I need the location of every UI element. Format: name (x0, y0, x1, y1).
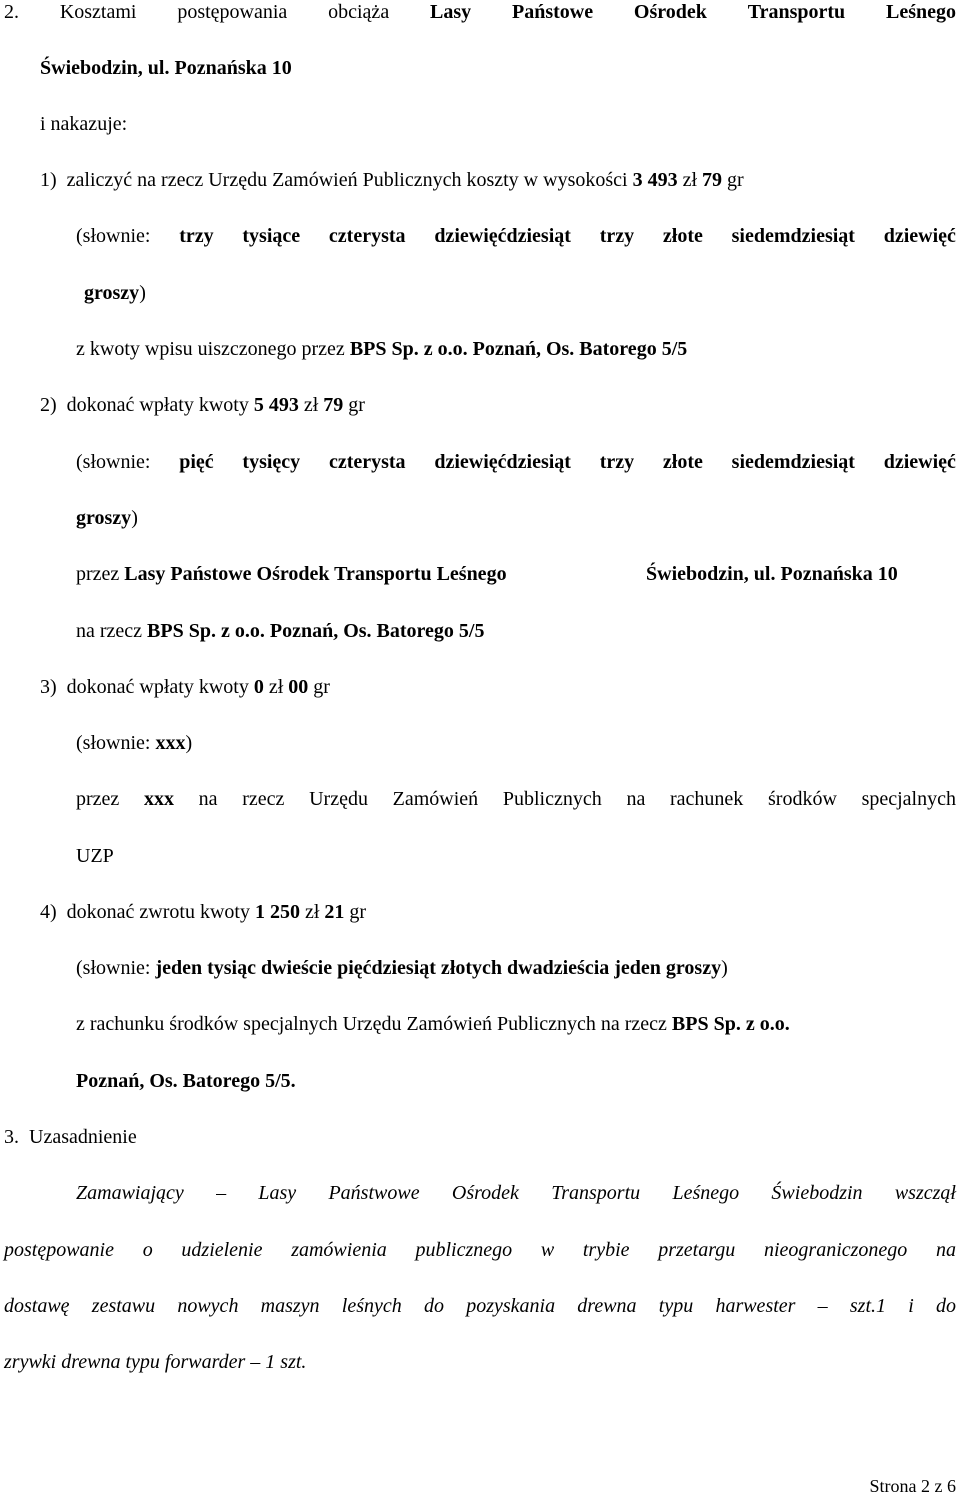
section3-heading (4, 1125, 137, 1149)
party-word: Leśnego (885, 1, 956, 23)
item2-payer: Lasy Państowe Ośrodek Transportu Leśnego (124, 563, 507, 585)
item4-amount: 1 250 (254, 901, 300, 923)
item1-grosze: 79 (702, 169, 723, 191)
item3-grosze: 00 (288, 676, 309, 698)
item2-words-line: (słownie: pięć tysięcy czterysta dziewięćdziesiąt trzy złote siedemdziesiąt dziewięć (76, 451, 956, 473)
section2-number: 2. (4, 1, 19, 23)
intro-word: postępowania (177, 1, 288, 23)
item3-number: 3) (40, 676, 57, 698)
intro-word: Kosztami (59, 1, 137, 23)
item2-amount: 5 493 (253, 394, 299, 416)
justification-line-4: zrywki drewna typu forwarder – 1 szt. (4, 1351, 307, 1373)
item3-destination-line: przez xxx na rzecz Urzędu Zamówień Publicznych na rachunek środków specjalnych (76, 788, 956, 810)
item1-line: 1) zaliczyć na rzecz Urzędu Zamówień Publicznych koszty w wysokości 3 493 zł 79 gr (40, 169, 744, 191)
item4-source-line: z rachunku środków specjalnych Urzędu Zamówień Publicznych na rzecz BPS Sp. z o.o. (76, 1013, 790, 1035)
item2-payer-address: Świebodzin, ul. Poznańska 10 (646, 563, 898, 585)
item4-number: 4) (40, 901, 57, 923)
party-word: Lasy (430, 1, 472, 23)
item1-number: 1) (40, 169, 57, 191)
item4-grosze: 21 (324, 901, 345, 923)
item3-words-line: (słownie: xxx) (76, 732, 193, 754)
item4-words-line: (słownie: jeden tysiąc dwieście pięćdziesiąt złotych dwadzieścia jeden groszy) (76, 957, 728, 979)
item1-words-line2: groszy) (84, 282, 146, 304)
party-word: Transportu (747, 1, 846, 23)
justification-line-2: postępowanie o udzielenie zamówienia publicznego w trybie przetargu nieograniczonego na (4, 1239, 956, 1261)
item4-recipient-line2: Poznań, Os. Batorego 5/5. (76, 1070, 296, 1092)
justification-line-1: Zamawiający – Lasy Państwowe Ośrodek Transportu Leśnego Świebodzin wszczął (76, 1182, 956, 1204)
item2-grosze: 79 (323, 394, 344, 416)
item2-words-line2: groszy) (76, 507, 138, 529)
item2-number: 2) (40, 394, 57, 416)
section2-intro-line (4, 0, 956, 24)
section3-title: Uzasadnienie (29, 1126, 137, 1148)
item1-payer: BPS Sp. z o.o. Poznań, Os. Batorego 5/5 (349, 338, 688, 360)
item3-payer: xxx (143, 788, 174, 810)
item3-amount: 0 (253, 676, 264, 698)
item1-amount: 3 493 (632, 169, 678, 191)
section3-number: 3. (4, 1126, 19, 1148)
item2-recipient-line: na rzecz BPS Sp. z o.o. Poznań, Os. Batorego 5/5 (76, 620, 485, 642)
item1-source-line: z kwoty wpisu uiszczonego przez BPS Sp. z o.o. Poznań, Os. Batorego 5/5 (76, 338, 688, 360)
item3-line: 3) dokonać wpłaty kwoty 0 zł 00 gr (40, 676, 330, 698)
item1-words-line: (słownie: trzy tysiące czterysta dziewięćdziesiąt trzy złote siedemdziesiąt dziewięć (76, 225, 956, 247)
party-address: Świebodzin, ul. Poznańska 10 (40, 57, 292, 79)
item2-payer-line: przez Lasy Państowe Ośrodek Transportu Leśnego (76, 563, 507, 585)
page-number: Strona 2 z 6 (869, 1476, 956, 1496)
justification-line-3: dostawę zestawu nowych maszyn leśnych do pozyskania drewna typu harwester – szt.1 i do (4, 1295, 956, 1317)
item4-recipient: BPS Sp. z o.o. (671, 1013, 790, 1035)
party-word: Ośrodek (633, 1, 707, 23)
item2-recipient: BPS Sp. z o.o. Poznań, Os. Batorego 5/5 (147, 620, 485, 642)
party-word: Państowe (511, 1, 594, 23)
orders-text: i nakazuje: (40, 113, 128, 135)
item3-destination-line2: UZP (76, 845, 114, 867)
intro-word: obciąża (328, 1, 390, 23)
item2-line: 2) dokonać wpłaty kwoty 5 493 zł 79 gr (40, 394, 365, 416)
item4-line: 4) dokonać zwrotu kwoty 1 250 zł 21 gr (40, 901, 367, 923)
